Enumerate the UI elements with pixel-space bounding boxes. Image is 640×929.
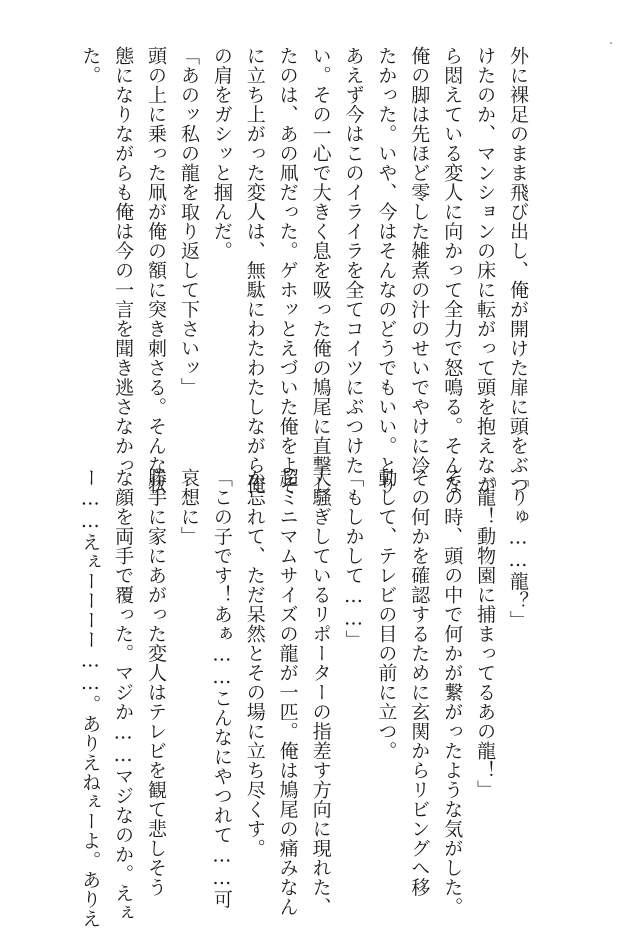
text-line: 勝手に家にあがった変人はテレビを観て悲しそう [145, 468, 168, 897]
text-line: か忘れて、ただ呆然とその場に立ち尽くす。 [243, 468, 266, 858]
text-line: ー……えぇーーーー……。ありえねぇーよ。ありえ [79, 468, 102, 929]
text-line: 態になりながらも俺は今の一言を聞き逃さなかっ [112, 46, 135, 475]
page-corner-mark [610, 42, 612, 44]
dialogue-line: 「この子です！あぁ……こんなにやつれて……可 [210, 468, 233, 909]
dialogue-line: 「あのッ私の龍を取り返して下さいッ」 [177, 46, 200, 397]
text-line: 俺の脚は先ほど零した雑煮の汁のせいでやけに冷 [408, 46, 431, 475]
text-line: 頭の上に乗った凧が俺の額に突き刺さる。そんな状 [145, 46, 168, 495]
dialogue-line: 「りゅ……龍？」 [507, 468, 529, 630]
text-line: その時、頭の中で何かが繋がったような気がした。 [441, 468, 464, 917]
text-line: 超ミニマムサイズの龍が一匹。俺は鳩尾の痛みなん [276, 468, 299, 917]
text-line: たかった。いや、今はそんなのどうでもいい。とり [375, 46, 398, 495]
upper-text-block [73, 46, 534, 495]
text-line: 大騒ぎしているリポーターの指差す方向に現れた、 [309, 468, 332, 917]
text-line: ら悶えている変人に向かって全力で怒鳴る。そんな [441, 46, 464, 495]
dialogue-line: 哀想に」 [177, 468, 200, 546]
text-line: な顔を両手で覆った。マジか……マジなのか。えぇ [112, 468, 135, 923]
text-line: 外に裸足のまま飛び出し、俺が開けた扉に頭をぶつ [507, 46, 529, 495]
text-line: その何かを確認するために玄関からリビングへ移 [408, 468, 431, 897]
dialogue-line: 「もしかして……」 [342, 468, 365, 650]
dialogue-line: 「龍！動物園に捕まってるあの龍！」 [474, 468, 497, 800]
text-line: た。 [79, 46, 102, 85]
text-line: に立ち上がった変人は、無駄にわたわたしながら俺 [243, 46, 266, 495]
text-line: の肩をガシッと掴んだ。 [210, 46, 233, 261]
text-line: あえず今はこのイライラを全てコイツにぶつけた [342, 46, 365, 475]
text-line: 動して、テレビの目の前に立つ。 [375, 468, 398, 761]
lower-text-block [73, 468, 534, 929]
text-line: けたのか、マンションの床に転がって頭を抱えなが [474, 46, 497, 495]
text-line: い。その一心で大きく息を吸った俺の鳩尾に直撃し [309, 46, 332, 495]
text-line: たのは、あの凧だった。ゲホッとえづいた俺をよそ [276, 46, 299, 495]
